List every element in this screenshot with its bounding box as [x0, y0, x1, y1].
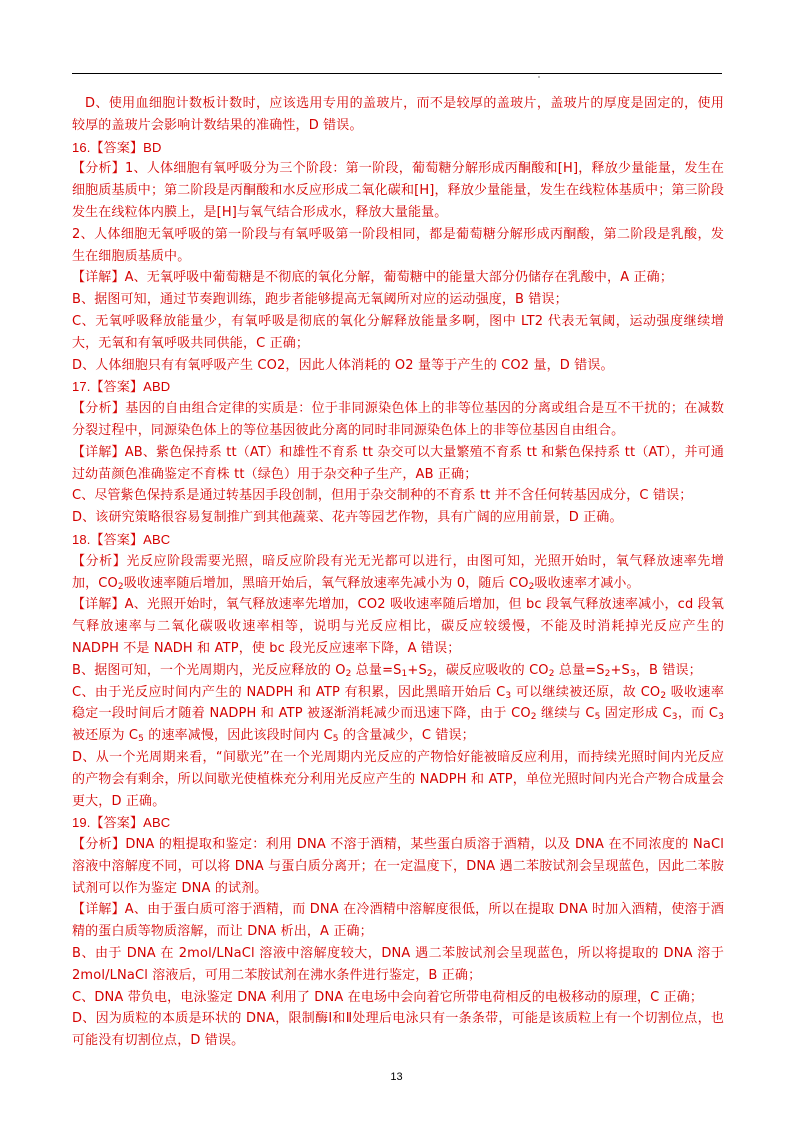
text-run: 可以继续被还原，故 CO — [511, 684, 661, 700]
text-run: D、从一个光周期来看，“间歇光”在一个光周期内光反应的产物恰好能被暗反应利用，而持续光照时间内光反应的产物会有剩余，所以间歇光使植株充分利用光反应产生的 NADPH 和 ATP，单位光照时间内光合产物合成量会更大，D 正确。 — [72, 749, 724, 809]
subscript: 2 — [660, 690, 667, 701]
text-run: B、由于 DNA 在 2mol/LNaCl 溶液中溶解度较大，DNA 遇二苯胺试剂会呈现蓝色，所以将提取的 DNA 溶于 2mol/LNaCl 溶液后，可用二苯胺试剂在沸水条件进行鉴定，B 正确； — [72, 946, 724, 983]
subscript: 5 — [138, 734, 145, 745]
text-run: 19.【答案】ABC — [72, 815, 171, 831]
text-run: +S — [407, 662, 427, 678]
text-run: 的速率减慢，因此该段时间内 C — [144, 728, 333, 744]
paragraph — [72, 1008, 724, 1052]
text-run: 【分析】DNA 的粗提取和鉴定：利用 DNA 不溶于酒精，某些蛋白质溶于酒精，以及 DNA 在不同浓度的 NaCl 溶液中溶解度不同，可以将 DNA 与蛋白质分离开；在一定温度下，DNA 遇二苯胺试剂会呈现蓝色，因此二苯胺试剂可以作为鉴定 DNA 的试剂。 — [72, 837, 724, 896]
text-run: 【分析】1、人体细胞有氧呼吸分为三个阶段：第一阶段，葡萄糖分解形成丙酮酸和[H]，释放少量能量，发生在细胞质基质中；第二阶段是丙酮酸和水反应形成二氧化碳和[H]，释放少量能量，发生在线粒体基质中；第三阶段发生在线粒体内膜上，是[H]与氧气结合形成水，释放大量能量。 — [72, 161, 724, 220]
header-rule — [72, 73, 722, 74]
subscript: 3 — [629, 668, 636, 679]
text-run: C、无氧呼吸释放能量少，有氧呼吸是彻底的氧化分解释放能量多啊，图中 LT2 代表无氧阈，运动强度继续增大，无氧和有氧呼吸共同供能，C 正确； — [72, 313, 724, 351]
text-run: D、使用血细胞计数板计数时，应该选用专用的盖玻片，而不是较厚的盖玻片，盖玻片的厚度是固定的，使用较厚的盖玻片会影响计数结果的准确性，D 错误。 — [72, 96, 724, 133]
subscript: 2 — [530, 712, 537, 723]
text-run: D、因为质粒的本质是环状的 DNA，限制酶Ⅰ和Ⅱ处理后电泳只有一条条带，可能是该质粒上有一个切割位点，也可能没有切割位点，D 错误。 — [72, 1011, 724, 1049]
subscript: 1 — [401, 668, 408, 679]
page-number: 13 — [390, 1071, 403, 1083]
text-run: 吸收速率稳定一段时间后才随着 NADPH 和 ATP 被逐渐消耗减少而迅速下降，由于 CO — [72, 684, 724, 722]
header-dot — [538, 76, 540, 78]
text-run: 【详解】A、无氧呼吸中葡萄糖是不彻底的氧化分解，葡萄糖中的能量大部分仍储存在乳酸中，A 正确； — [72, 270, 673, 286]
text-run: 固定形成 C — [600, 706, 672, 722]
paragraph — [72, 507, 724, 529]
text-run: 总量=S — [554, 662, 605, 678]
text-run: 18.【答案】ABC — [72, 531, 171, 547]
paragraph — [72, 398, 724, 442]
subscript: 3 — [505, 690, 512, 701]
text-run: 被还原为 C — [72, 728, 139, 744]
subscript: 5 — [332, 734, 339, 745]
paragraph — [72, 311, 724, 355]
paragraph — [72, 158, 724, 223]
paragraph — [72, 289, 724, 311]
paragraph — [72, 747, 724, 812]
text-run: B、据图可知，通过节奏跑训练，跑步者能够提高无氧阈所对应的运动强度，B 错误； — [72, 292, 568, 308]
text-run: 【详解】A、光照开始时，氧气释放速率先增加，CO2 吸收速率随后增加，但 bc 段氧气释放速率减小，cd 段氧气释放速率与二氧化碳吸收速率相等，说明与光反应相比，碳反应较缓慢，不能及时消耗掉光反应产生的 NADPH 不是 NADH 和 ATP，使 bc 段光反应速率下降，A 错误； — [72, 597, 724, 656]
text-run: 【分析】基因的自由组合定律的实质是：位于非同源染色体上的非等位基因的分离或组合是互不干扰的；在减数分裂过程中，同源染色体上的等位基因彼此分离的同时非同源染色体上的非等位基因自由组合。 — [72, 401, 724, 438]
text-run: 2、人体细胞无氧呼吸的第一阶段与有氧呼吸第一阶段相同，都是葡萄糖分解形成丙酮酸，第二阶段是乳酸，发生在细胞质基质中。 — [72, 226, 724, 264]
subscript: 5 — [594, 712, 601, 723]
paragraph — [72, 93, 724, 137]
text-run: ，而 C — [677, 706, 719, 722]
paragraph — [72, 899, 724, 943]
text-run: 的含量减少，C 错误； — [338, 728, 475, 744]
paragraph — [72, 442, 724, 486]
answer-heading — [72, 529, 724, 551]
text-run: 16.【答案】BD — [72, 139, 162, 155]
paragraph — [72, 594, 724, 659]
text-run: 吸收速率随后增加，黑暗开始后，氧气释放速率先减小为 0，随后 CO — [123, 575, 529, 591]
text-run: 17.【答案】ABD — [72, 379, 171, 395]
paragraph — [72, 660, 724, 682]
text-run: 吸收速率才减小。 — [534, 575, 640, 591]
text-run: 【分析】光反应阶段需要光照，暗反应阶段有光无光都可以进行，由图可知，光照开始时，氧气释放速率先增加，CO — [72, 553, 724, 591]
text-run: 总量=S — [351, 662, 402, 678]
document-body — [72, 93, 724, 1052]
paragraph — [72, 224, 724, 268]
paragraph — [72, 943, 724, 987]
subscript: 3 — [718, 712, 724, 723]
paragraph — [72, 987, 724, 1009]
paragraph — [72, 485, 724, 507]
text-run: C、DNA 带负电，电泳鉴定 DNA 利用了 DNA 在电场中会向着它所带电荷相反的电极移动的原理，C 正确； — [72, 989, 704, 1005]
text-run: ，碳反应吸收的 CO — [432, 662, 549, 678]
text-run: B、据图可知，一个光周期内，光反应释放的 O — [72, 662, 346, 678]
paragraph — [72, 551, 724, 595]
text-run: D、人体细胞只有有氧呼吸产生 CO2，因此人体消耗的 O2 量等于产生的 CO2 量，D 错误。 — [72, 357, 614, 373]
subscript: 2 — [117, 581, 124, 592]
text-run: C、由于光反应时间内产生的 NADPH 和 ATP 有积累，因此黑暗开始后 C — [72, 684, 506, 700]
paragraph — [72, 682, 724, 747]
text-run: C、尽管紫色保持系是通过转基因手段创制，但用于杂交制种的不育系 tt 并不含任何转基因成分，C 错误； — [72, 488, 693, 504]
subscript: 2 — [426, 668, 433, 679]
answer-heading — [72, 376, 724, 398]
subscript: 2 — [604, 668, 611, 679]
text-run: 【详解】A、由于蛋白质可溶于酒精，而 DNA 在冷酒精中溶解度很低，所以在提取 DNA 时加入酒精，使溶于酒精的蛋白质等物质溶解，而让 DNA 析出，A 正确； — [72, 902, 724, 940]
text-run: 【详解】AB、紫色保持系 tt（AT）和雄性不育系 tt 杂交可以大量繁殖不育系 tt 和紫色保持系 tt（AT），并可通过幼苗颜色准确鉴定不育株 tt（绿色）用于杂交种子生产，AB 正确； — [72, 444, 724, 482]
text-run: D、该研究策略很容易复制推广到其他蔬菜、花卉等园艺作物，具有广阔的应用前景，D 正确。 — [72, 510, 623, 526]
text-run: 继续与 C — [536, 706, 595, 722]
paragraph — [72, 834, 724, 899]
answer-heading — [72, 812, 724, 834]
text-run: +S — [610, 662, 630, 678]
text-run: ，B 错误； — [635, 662, 702, 678]
subscript: 2 — [528, 581, 535, 592]
subscript: 2 — [548, 668, 555, 679]
answer-heading — [72, 137, 724, 159]
subscript: 2 — [345, 668, 352, 679]
paragraph — [72, 267, 724, 289]
subscript: 3 — [671, 712, 678, 723]
paragraph — [72, 355, 724, 377]
